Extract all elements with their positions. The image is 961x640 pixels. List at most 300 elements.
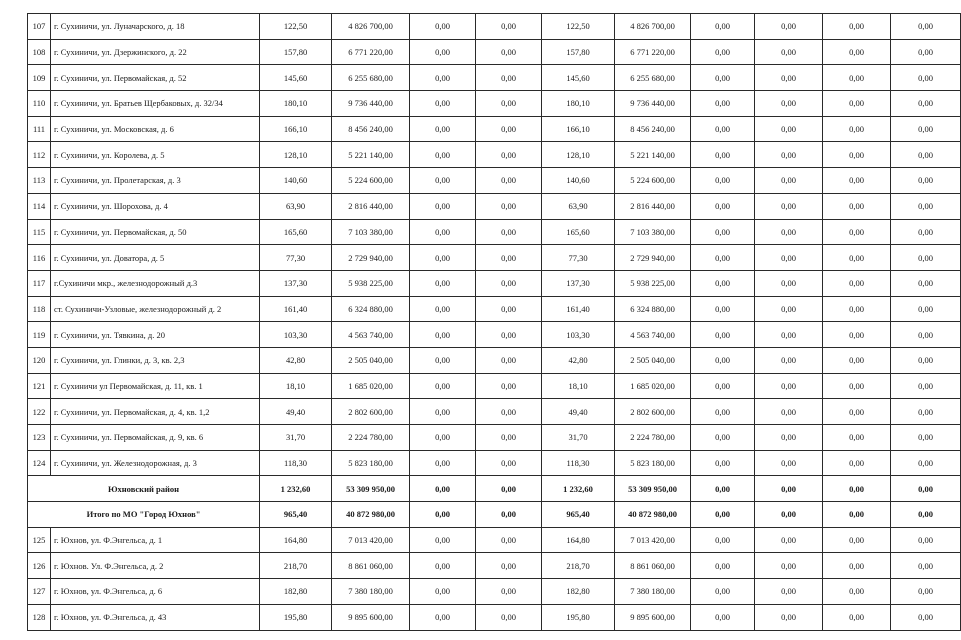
value-cell: 0,00	[891, 39, 961, 65]
value-cell: 0,00	[891, 296, 961, 322]
address-cell: г. Юхнов. Ул. Ф.Энгельса, д. 2	[51, 553, 260, 579]
value-cell: 9 736 440,00	[332, 91, 410, 117]
value-cell: 2 729 940,00	[615, 245, 691, 271]
row-number: 107	[28, 14, 51, 40]
value-cell: 0,00	[823, 399, 891, 425]
value-cell: 6 255 680,00	[615, 65, 691, 91]
total-label: Итого по МО "Город Юхнов"	[28, 502, 260, 528]
value-cell: 0,00	[476, 450, 542, 476]
total-row	[28, 502, 961, 528]
address-cell: г. Сухиничи, ул. Луначарского, д. 18	[51, 14, 260, 40]
value-cell: 145,60	[260, 65, 332, 91]
value-cell: 0,00	[476, 142, 542, 168]
table-row	[28, 296, 961, 322]
value-cell: 0,00	[410, 604, 476, 630]
value-cell: 0,00	[755, 527, 823, 553]
value-cell: 7 013 420,00	[615, 527, 691, 553]
value-cell: 0,00	[891, 502, 961, 528]
value-cell: 103,30	[542, 322, 615, 348]
value-cell: 0,00	[476, 193, 542, 219]
table-row	[28, 14, 961, 40]
row-number: 125	[28, 527, 51, 553]
value-cell: 0,00	[476, 502, 542, 528]
value-cell: 0,00	[755, 502, 823, 528]
value-cell: 49,40	[260, 399, 332, 425]
value-cell: 0,00	[891, 116, 961, 142]
value-cell: 128,10	[542, 142, 615, 168]
row-number: 123	[28, 425, 51, 451]
value-cell: 31,70	[260, 425, 332, 451]
value-cell: 0,00	[691, 604, 755, 630]
address-cell: г. Сухиничи, ул. Тявкина, д. 20	[51, 322, 260, 348]
value-cell: 0,00	[755, 347, 823, 373]
value-cell: 0,00	[891, 91, 961, 117]
value-cell: 0,00	[476, 65, 542, 91]
value-cell: 53 309 950,00	[615, 476, 691, 502]
value-cell: 0,00	[755, 270, 823, 296]
value-cell: 7 380 180,00	[332, 579, 410, 605]
address-cell: г. Сухиничи, ул. Московская, д. 6	[51, 116, 260, 142]
row-number: 119	[28, 322, 51, 348]
value-cell: 0,00	[691, 65, 755, 91]
value-cell: 0,00	[755, 296, 823, 322]
value-cell: 0,00	[823, 476, 891, 502]
value-cell: 0,00	[691, 270, 755, 296]
value-cell: 0,00	[410, 219, 476, 245]
table-row	[28, 450, 961, 476]
value-cell: 9 895 600,00	[615, 604, 691, 630]
value-cell: 1 685 020,00	[615, 373, 691, 399]
value-cell: 0,00	[476, 116, 542, 142]
value-cell: 0,00	[755, 168, 823, 194]
value-cell: 5 221 140,00	[332, 142, 410, 168]
value-cell: 0,00	[691, 476, 755, 502]
address-cell: г. Сухиничи, ул. Первомайская, д. 50	[51, 219, 260, 245]
value-cell: 2 729 940,00	[332, 245, 410, 271]
address-cell: г. Сухиничи, ул. Первомайская, д. 4, кв. 1,2	[51, 399, 260, 425]
value-cell: 965,40	[542, 502, 615, 528]
value-cell: 5 224 600,00	[332, 168, 410, 194]
row-number: 108	[28, 39, 51, 65]
value-cell: 2 816 440,00	[615, 193, 691, 219]
value-cell: 49,40	[542, 399, 615, 425]
address-cell: г. Сухиничи, ул. Королева, д. 5	[51, 142, 260, 168]
address-cell: г. Юхнов, ул. Ф.Энгельса, д. 1	[51, 527, 260, 553]
value-cell: 0,00	[755, 219, 823, 245]
value-cell: 0,00	[691, 399, 755, 425]
value-cell: 0,00	[410, 296, 476, 322]
value-cell: 42,80	[260, 347, 332, 373]
table-row	[28, 527, 961, 553]
value-cell: 0,00	[891, 168, 961, 194]
value-cell: 0,00	[891, 450, 961, 476]
value-cell: 0,00	[410, 476, 476, 502]
value-cell: 0,00	[823, 270, 891, 296]
value-cell: 0,00	[410, 399, 476, 425]
table-row	[28, 604, 961, 630]
value-cell: 0,00	[823, 347, 891, 373]
value-cell: 0,00	[823, 14, 891, 40]
value-cell: 0,00	[891, 373, 961, 399]
value-cell: 2 802 600,00	[615, 399, 691, 425]
value-cell: 0,00	[755, 14, 823, 40]
row-number: 122	[28, 399, 51, 425]
value-cell: 165,60	[260, 219, 332, 245]
value-cell: 31,70	[542, 425, 615, 451]
address-cell: г. Юхнов, ул. Ф.Энгельса, д. 6	[51, 579, 260, 605]
value-cell: 0,00	[823, 527, 891, 553]
value-cell: 0,00	[691, 347, 755, 373]
value-cell: 0,00	[823, 450, 891, 476]
value-cell: 103,30	[260, 322, 332, 348]
value-cell: 7 103 380,00	[615, 219, 691, 245]
document-page	[27, 13, 933, 633]
value-cell: 0,00	[691, 579, 755, 605]
value-cell: 0,00	[691, 168, 755, 194]
value-cell: 0,00	[891, 245, 961, 271]
value-cell: 0,00	[755, 553, 823, 579]
value-cell: 137,30	[542, 270, 615, 296]
row-number: 121	[28, 373, 51, 399]
value-cell: 1 232,60	[260, 476, 332, 502]
value-cell: 0,00	[755, 91, 823, 117]
value-cell: 122,50	[542, 14, 615, 40]
value-cell: 0,00	[476, 270, 542, 296]
value-cell: 128,10	[260, 142, 332, 168]
value-cell: 0,00	[410, 347, 476, 373]
table-row	[28, 219, 961, 245]
address-cell: г. Сухиничи, ул. Железнодорожная, д. 3	[51, 450, 260, 476]
address-cell: г.Сухиничи мкр., железнодорожный д.3	[51, 270, 260, 296]
value-cell: 0,00	[476, 39, 542, 65]
value-cell: 0,00	[755, 245, 823, 271]
value-cell: 5 221 140,00	[615, 142, 691, 168]
value-cell: 0,00	[691, 142, 755, 168]
value-cell: 0,00	[691, 116, 755, 142]
value-cell: 218,70	[542, 553, 615, 579]
value-cell: 0,00	[891, 270, 961, 296]
value-cell: 165,60	[542, 219, 615, 245]
value-cell: 180,10	[260, 91, 332, 117]
value-cell: 7 013 420,00	[332, 527, 410, 553]
value-cell: 4 826 700,00	[615, 14, 691, 40]
address-cell: г. Сухиничи, ул. Первомайская, д. 9, кв. 6	[51, 425, 260, 451]
value-cell: 77,30	[542, 245, 615, 271]
value-cell: 0,00	[691, 245, 755, 271]
value-cell: 9 895 600,00	[332, 604, 410, 630]
value-cell: 118,30	[260, 450, 332, 476]
value-cell: 6 255 680,00	[332, 65, 410, 91]
value-cell: 195,80	[260, 604, 332, 630]
table-row	[28, 347, 961, 373]
value-cell: 0,00	[476, 553, 542, 579]
value-cell: 0,00	[691, 322, 755, 348]
table-row	[28, 322, 961, 348]
value-cell: 18,10	[542, 373, 615, 399]
address-cell: г. Сухиничи, ул. Глинки, д. 3, кв. 2,3	[51, 347, 260, 373]
value-cell: 0,00	[476, 399, 542, 425]
value-cell: 0,00	[823, 425, 891, 451]
row-number: 124	[28, 450, 51, 476]
address-cell: г. Сухиничи, ул. Братьев Щербаковых, д. 32/34	[51, 91, 260, 117]
value-cell: 0,00	[410, 91, 476, 117]
row-number: 112	[28, 142, 51, 168]
value-cell: 0,00	[891, 193, 961, 219]
row-number: 111	[28, 116, 51, 142]
value-cell: 2 505 040,00	[615, 347, 691, 373]
value-cell: 0,00	[476, 347, 542, 373]
value-cell: 166,10	[260, 116, 332, 142]
table-row	[28, 425, 961, 451]
value-cell: 0,00	[410, 14, 476, 40]
value-cell: 7 380 180,00	[615, 579, 691, 605]
value-cell: 0,00	[410, 193, 476, 219]
value-cell: 9 736 440,00	[615, 91, 691, 117]
value-cell: 42,80	[542, 347, 615, 373]
value-cell: 0,00	[891, 425, 961, 451]
value-cell: 2 802 600,00	[332, 399, 410, 425]
address-cell: г. Юхнов, ул. Ф.Энгельса, д. 43	[51, 604, 260, 630]
table-row	[28, 142, 961, 168]
row-number: 126	[28, 553, 51, 579]
value-cell: 0,00	[691, 296, 755, 322]
value-cell: 0,00	[891, 399, 961, 425]
value-cell: 0,00	[823, 219, 891, 245]
value-cell: 161,40	[260, 296, 332, 322]
row-number: 116	[28, 245, 51, 271]
value-cell: 122,50	[260, 14, 332, 40]
value-cell: 63,90	[542, 193, 615, 219]
table-row	[28, 168, 961, 194]
table-body	[28, 14, 961, 631]
value-cell: 0,00	[823, 168, 891, 194]
address-cell: г. Сухиничи, ул. Доватора, д. 5	[51, 245, 260, 271]
value-cell: 0,00	[410, 553, 476, 579]
value-cell: 0,00	[410, 425, 476, 451]
value-cell: 0,00	[891, 604, 961, 630]
value-cell: 0,00	[476, 425, 542, 451]
row-number: 110	[28, 91, 51, 117]
value-cell: 0,00	[410, 579, 476, 605]
row-number: 113	[28, 168, 51, 194]
address-cell: ст. Сухиничи-Узловые, железнодорожный д. 2	[51, 296, 260, 322]
value-cell: 0,00	[891, 14, 961, 40]
value-cell: 0,00	[410, 322, 476, 348]
value-cell: 8 456 240,00	[332, 116, 410, 142]
value-cell: 0,00	[476, 322, 542, 348]
value-cell: 0,00	[891, 553, 961, 579]
value-cell: 0,00	[823, 322, 891, 348]
value-cell: 0,00	[755, 322, 823, 348]
value-cell: 5 224 600,00	[615, 168, 691, 194]
value-cell: 0,00	[410, 527, 476, 553]
value-cell: 2 816 440,00	[332, 193, 410, 219]
value-cell: 965,40	[260, 502, 332, 528]
value-cell: 0,00	[755, 39, 823, 65]
value-cell: 0,00	[476, 219, 542, 245]
value-cell: 0,00	[755, 193, 823, 219]
table-row	[28, 91, 961, 117]
address-cell: г. Сухиничи, ул. Дзержинского, д. 22	[51, 39, 260, 65]
table-row	[28, 553, 961, 579]
value-cell: 5 938 225,00	[615, 270, 691, 296]
value-cell: 5 823 180,00	[332, 450, 410, 476]
value-cell: 0,00	[823, 142, 891, 168]
value-cell: 8 456 240,00	[615, 116, 691, 142]
value-cell: 0,00	[755, 604, 823, 630]
value-cell: 0,00	[476, 373, 542, 399]
value-cell: 0,00	[476, 296, 542, 322]
table-row	[28, 373, 961, 399]
value-cell: 40 872 980,00	[332, 502, 410, 528]
value-cell: 0,00	[755, 65, 823, 91]
value-cell: 137,30	[260, 270, 332, 296]
value-cell: 0,00	[755, 450, 823, 476]
value-cell: 0,00	[755, 476, 823, 502]
value-cell: 63,90	[260, 193, 332, 219]
value-cell: 0,00	[691, 193, 755, 219]
value-cell: 0,00	[410, 373, 476, 399]
value-cell: 8 861 060,00	[615, 553, 691, 579]
value-cell: 0,00	[410, 142, 476, 168]
value-cell: 0,00	[891, 476, 961, 502]
value-cell: 0,00	[691, 553, 755, 579]
value-cell: 5 823 180,00	[615, 450, 691, 476]
value-cell: 218,70	[260, 553, 332, 579]
value-cell: 0,00	[691, 450, 755, 476]
value-cell: 0,00	[755, 579, 823, 605]
row-number: 128	[28, 604, 51, 630]
value-cell: 0,00	[755, 425, 823, 451]
value-cell: 0,00	[476, 579, 542, 605]
value-cell: 0,00	[476, 14, 542, 40]
value-cell: 180,10	[542, 91, 615, 117]
value-cell: 161,40	[542, 296, 615, 322]
housing-register-table	[27, 13, 961, 631]
value-cell: 5 938 225,00	[332, 270, 410, 296]
address-cell: г. Сухиничи, ул. Первомайская, д. 52	[51, 65, 260, 91]
value-cell: 0,00	[410, 65, 476, 91]
value-cell: 118,30	[542, 450, 615, 476]
table-row	[28, 245, 961, 271]
value-cell: 0,00	[476, 245, 542, 271]
value-cell: 0,00	[755, 373, 823, 399]
value-cell: 0,00	[755, 142, 823, 168]
value-cell: 0,00	[410, 39, 476, 65]
value-cell: 0,00	[691, 14, 755, 40]
value-cell: 140,60	[542, 168, 615, 194]
value-cell: 0,00	[410, 245, 476, 271]
value-cell: 4 563 740,00	[332, 322, 410, 348]
value-cell: 4 826 700,00	[332, 14, 410, 40]
row-number: 120	[28, 347, 51, 373]
value-cell: 0,00	[755, 399, 823, 425]
address-cell: г. Сухиничи, ул. Шорохова, д. 4	[51, 193, 260, 219]
value-cell: 1 685 020,00	[332, 373, 410, 399]
row-number: 109	[28, 65, 51, 91]
value-cell: 2 505 040,00	[332, 347, 410, 373]
row-number: 118	[28, 296, 51, 322]
value-cell: 6 771 220,00	[332, 39, 410, 65]
row-number: 127	[28, 579, 51, 605]
value-cell: 0,00	[823, 193, 891, 219]
value-cell: 0,00	[476, 604, 542, 630]
value-cell: 166,10	[542, 116, 615, 142]
value-cell: 0,00	[691, 219, 755, 245]
value-cell: 2 224 780,00	[615, 425, 691, 451]
value-cell: 0,00	[891, 219, 961, 245]
value-cell: 0,00	[891, 347, 961, 373]
value-cell: 0,00	[823, 245, 891, 271]
table-row	[28, 193, 961, 219]
value-cell: 0,00	[823, 579, 891, 605]
value-cell: 195,80	[542, 604, 615, 630]
value-cell: 0,00	[823, 39, 891, 65]
table-row	[28, 579, 961, 605]
value-cell: 6 771 220,00	[615, 39, 691, 65]
value-cell: 157,80	[542, 39, 615, 65]
value-cell: 6 324 880,00	[615, 296, 691, 322]
value-cell: 6 324 880,00	[332, 296, 410, 322]
value-cell: 18,10	[260, 373, 332, 399]
value-cell: 0,00	[410, 270, 476, 296]
value-cell: 0,00	[410, 116, 476, 142]
value-cell: 0,00	[823, 553, 891, 579]
value-cell: 0,00	[410, 168, 476, 194]
value-cell: 182,80	[542, 579, 615, 605]
total-label: Юхновский район	[28, 476, 260, 502]
value-cell: 8 861 060,00	[332, 553, 410, 579]
value-cell: 0,00	[823, 65, 891, 91]
value-cell: 145,60	[542, 65, 615, 91]
table-row	[28, 270, 961, 296]
value-cell: 164,80	[542, 527, 615, 553]
value-cell: 0,00	[691, 502, 755, 528]
value-cell: 0,00	[476, 476, 542, 502]
value-cell: 0,00	[823, 373, 891, 399]
value-cell: 0,00	[691, 373, 755, 399]
value-cell: 0,00	[891, 65, 961, 91]
table-row	[28, 39, 961, 65]
row-number: 117	[28, 270, 51, 296]
value-cell: 0,00	[410, 450, 476, 476]
value-cell: 40 872 980,00	[615, 502, 691, 528]
value-cell: 0,00	[891, 527, 961, 553]
value-cell: 157,80	[260, 39, 332, 65]
value-cell: 0,00	[691, 425, 755, 451]
value-cell: 0,00	[891, 322, 961, 348]
value-cell: 0,00	[891, 142, 961, 168]
value-cell: 0,00	[691, 39, 755, 65]
value-cell: 77,30	[260, 245, 332, 271]
value-cell: 53 309 950,00	[332, 476, 410, 502]
value-cell: 0,00	[691, 91, 755, 117]
value-cell: 182,80	[260, 579, 332, 605]
value-cell: 4 563 740,00	[615, 322, 691, 348]
value-cell: 0,00	[823, 296, 891, 322]
value-cell: 1 232,60	[542, 476, 615, 502]
address-cell: г. Сухиничи ул Первомайская, д. 11, кв. 1	[51, 373, 260, 399]
value-cell: 0,00	[823, 604, 891, 630]
value-cell: 7 103 380,00	[332, 219, 410, 245]
value-cell: 0,00	[823, 502, 891, 528]
value-cell: 0,00	[823, 116, 891, 142]
value-cell: 0,00	[476, 91, 542, 117]
table-row	[28, 65, 961, 91]
row-number: 114	[28, 193, 51, 219]
value-cell: 0,00	[823, 91, 891, 117]
value-cell: 0,00	[891, 579, 961, 605]
